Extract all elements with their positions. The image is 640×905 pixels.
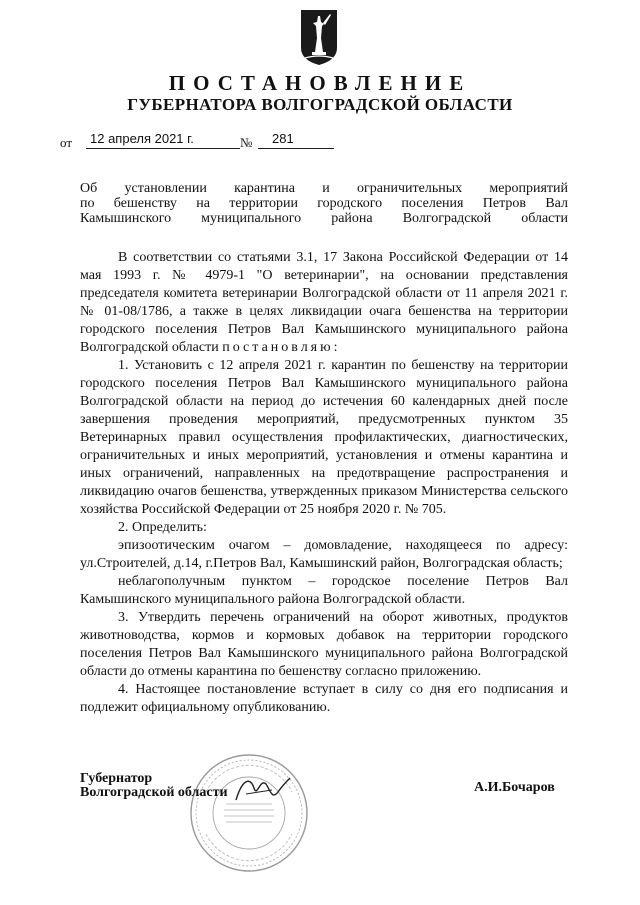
paragraph-3: 3. Утвердить перечень ограничений на оборот животных, продуктов животноводства, кормов и кормовых добавок на территории городского поселения Петров Вал Камышинского муниципального района Волгоградской области до отмены карантина по бешенству согласно приложению. — [80, 610, 568, 679]
subject-line: Об установлении карантина и ограничительных мероприятий — [80, 181, 568, 196]
paragraph-2-item-1: эпизоотическим очагом – домовладение, находящееся по адресу: ул.Строителей, д.14, г.Петров Вал, Камышинский район, Волгоградская область; — [80, 538, 568, 571]
volgograd-emblem-icon — [299, 8, 339, 66]
document-title: ПОСТАНОВЛЕНИЕ — [168, 71, 472, 95]
signatory-position — [80, 772, 228, 800]
document-body — [80, 249, 568, 717]
preamble-text: В соответствии со статьями 3.1, 17 Закона Российской Федерации от 14 мая 1993 г. № 4979-1 "О ветеринарии", на основании представления председателя комитета ветеринарии Волгоградской области от 11 апреля 2021 г. № 01-08/1786, а также в целях ликвидации очага бешенства на территории городского поселения Петров Вал Камышинского муниципального района Волгоградской области — [80, 250, 568, 355]
preamble-keyword: постановляю: — [222, 340, 341, 355]
number-prefix: № — [240, 135, 253, 150]
date-prefix: от — [60, 135, 73, 150]
preamble-paragraph — [80, 249, 568, 357]
document-date: 12 апреля 2021 г. — [86, 130, 240, 149]
signatory-position-line: Волгоградской области — [80, 785, 228, 800]
paragraph-2: 2. Определить: — [118, 520, 207, 535]
document-subject — [80, 181, 568, 226]
paragraph-4: 4. Настоящее постановление вступает в силу со дня его подписания и подлежит официальному опубликованию. — [80, 682, 568, 715]
signatory-name: А.И.Бочаров — [474, 780, 555, 795]
handwritten-signature-icon — [232, 770, 292, 810]
subject-line: Камышинского муниципального района Волгоградской области — [80, 211, 568, 226]
document-subtitle: ГУБЕРНАТОРА ВОЛГОГРАДСКОЙ ОБЛАСТИ — [127, 95, 513, 114]
signatory-position-line: Губернатор — [80, 771, 153, 786]
paragraph-2-item-2: неблагополучным пунктом – городское поселение Петров Вал Камышинского муниципального района Волгоградской области. — [80, 574, 568, 607]
subject-line: по бешенству на территории городского поселения Петров Вал — [80, 196, 568, 211]
paragraph-1: 1. Установить с 12 апреля 2021 г. карантин по бешенству на территории городского поселения Петров Вал Камышинского муниципального района Волгоградской области на период до истечения 60 календарных дней после завершения проведения мероприятий, предусмотренных пунктом 35 Ветеринарных правил осуществления профилактических, диагностических, ограничительных и иных мероприятий, установления и отмены карантина и иных ограничений, направленных на предотвращение распространения и ликвидацию очагов бешенства, утвержденных приказом Министерства сельского хозяйства Российской Федерации от 25 ноября 2020 г. № 705. — [80, 358, 568, 517]
document-number: 281 — [258, 130, 334, 149]
